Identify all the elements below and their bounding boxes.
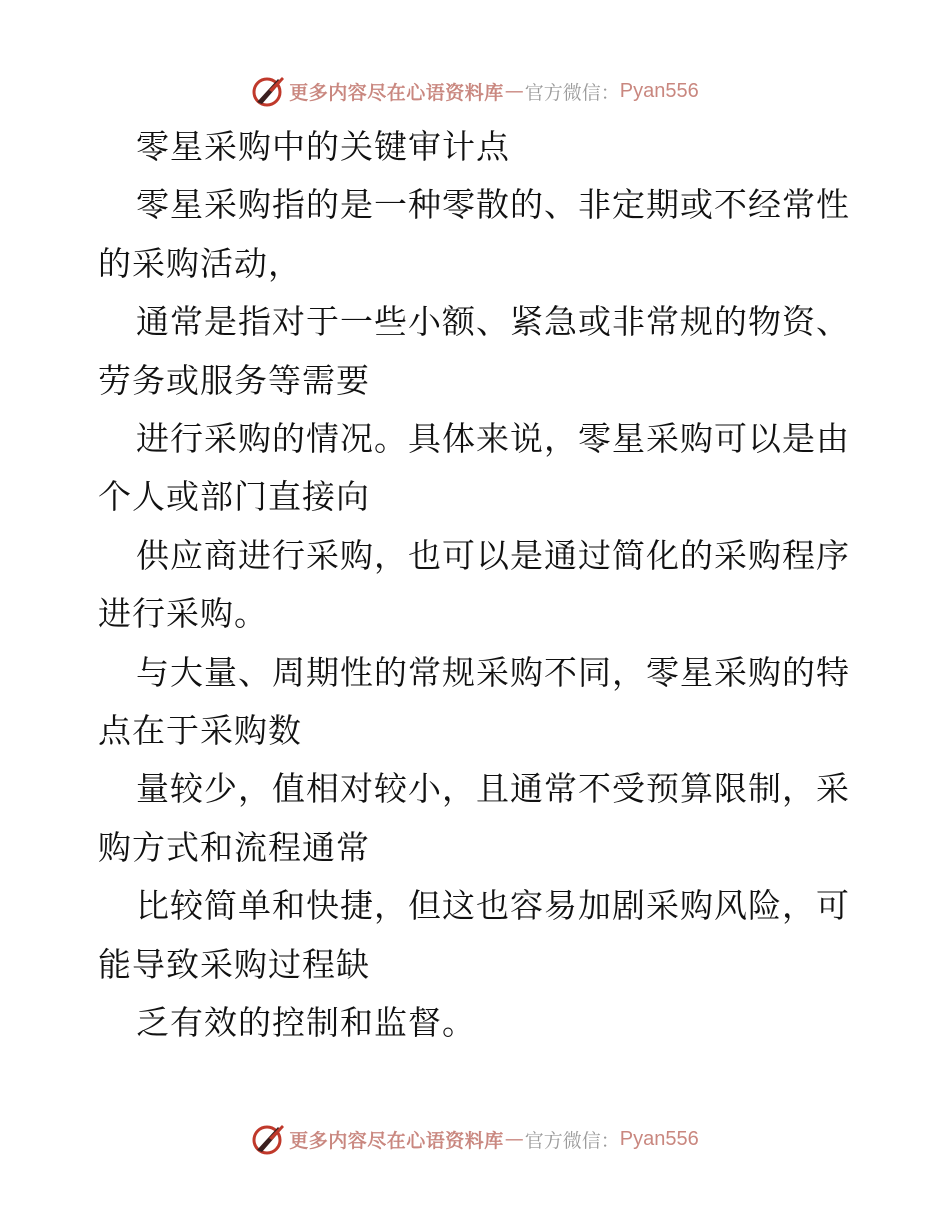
header-watermark (0, 71, 950, 111)
watermark-wechat-label: 官方微信： (524, 1129, 620, 1152)
document-title: 零星采购中的关键审计点 (136, 127, 510, 166)
text-line: 进行采购。 (98, 594, 268, 634)
watermark-brand-text: 更多内容尽在心语资料库 (289, 81, 504, 104)
text-line: 能导致采购过程缺 (98, 944, 370, 984)
text-line: 劳务或服务等需要 (98, 360, 370, 400)
watermark-separator: — (504, 1128, 524, 1150)
text-line: 购方式和流程通常 (98, 827, 370, 867)
text-line: 与大量、周期性的常规采购不同，零星采购的特 (136, 652, 850, 692)
text-line: 进行采购的情况。具体来说，零星采购可以是由 (136, 419, 850, 459)
text-line: 供应商进行采购，也可以是通过简化的采购程序 (136, 535, 850, 575)
text-line: 比较简单和快捷，但这也容易加剧采购风险，可 (136, 886, 850, 926)
text-line: 零星采购指的是一种零散的、非定期或不经常性 (136, 185, 850, 225)
text-line: 乏有效的控制和监督。 (136, 1003, 476, 1043)
watermark-wechat-label: 官方微信： (524, 81, 620, 104)
text-line: 个人或部门直接向 (98, 477, 370, 517)
footer-watermark (0, 1119, 950, 1159)
text-line: 的采购活动， (98, 243, 302, 283)
document-body (98, 118, 858, 1053)
text-line: 点在于采购数 (98, 711, 302, 751)
quill-logo-icon (251, 74, 285, 108)
quill-logo-icon (251, 1122, 285, 1156)
watermark-wechat-id: Pyan556 (619, 79, 699, 102)
text-line: 量较少，值相对较小，且通常不受预算限制，采 (136, 769, 850, 809)
watermark-separator: — (504, 80, 524, 102)
watermark-brand-text: 更多内容尽在心语资料库 (289, 1129, 504, 1152)
watermark-wechat-id: Pyan556 (619, 1127, 699, 1150)
text-line: 通常是指对于一些小额、紧急或非常规的物资、 (136, 302, 850, 342)
